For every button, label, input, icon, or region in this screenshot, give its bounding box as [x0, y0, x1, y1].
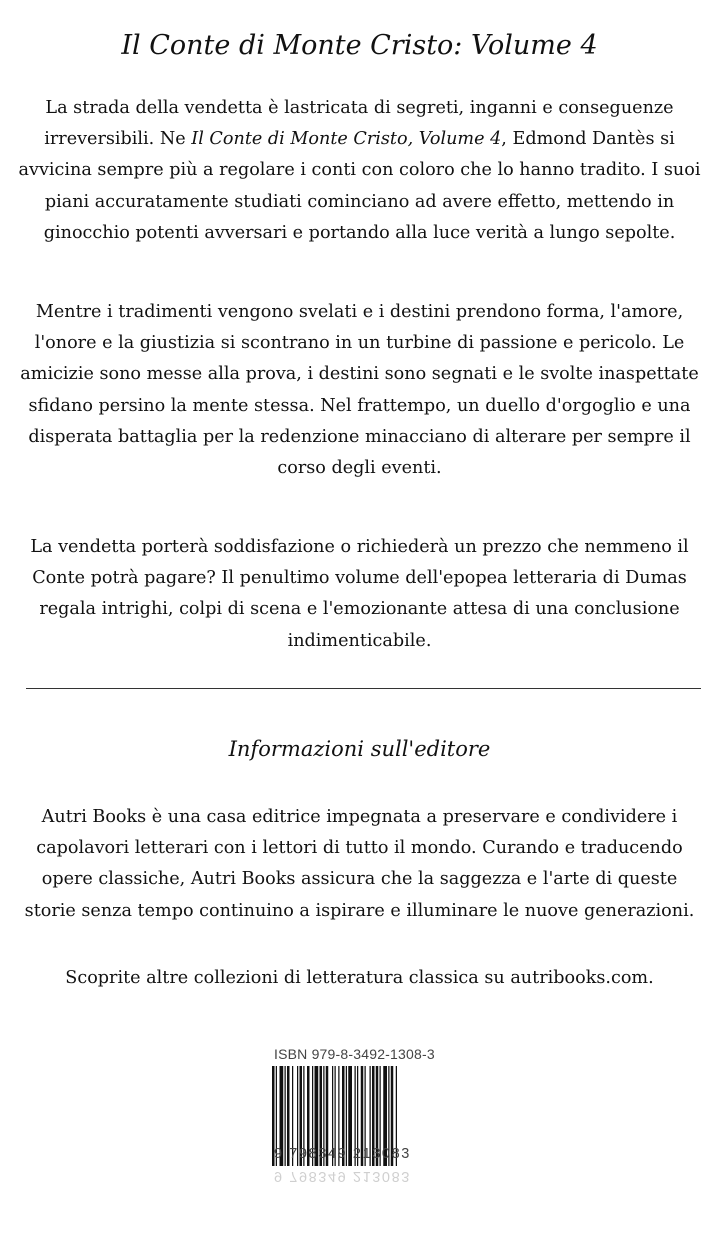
description-paragraph-1 [14, 93, 705, 249]
divider [26, 688, 701, 689]
barcode-digits: 9 798349 213083 [274, 1146, 411, 1162]
publisher-paragraph: Autri Books è una casa editrice impegnata a preservare e condividere i capolavori letterari con i lettori di tutto il mondo. Curando e traducendo opere classiche, Autri Books assicura che la saggezza e l'arte di queste storie senza tempo continuino a ispirare e illuminare le nuove generazioni. [24, 807, 695, 921]
description-paragraph-2: Mentre i tradimenti vengono svelati e i destini prendono forma, l'amore, l'onore e la giustizia si scontrano in un turbine di passione e pericolo. Le amicizie sono messe alla prova, i destini sono segnati e le svolte inaspettate sfidano persino la mente stessa. Nel frattempo, un duello d'orgoglio e una disperata battaglia per la redenzione minacciano di alterare per sempre il corso degli eventi. [20, 302, 699, 479]
book-title-inline: Il Conte di Monte Cristo, Volume 4 [191, 129, 502, 150]
description-paragraph-3: La vendetta porterà soddisfazione o richiederà un prezzo che nemmeno il Conte potrà pagare? Il penultimo volume dell'epopea letteraria di Dumas regala intrighi, colpi di scena e l'emozionante attesa di una conclusione indimenticabile. [30, 537, 689, 651]
isbn-barcode [268, 1046, 450, 1226]
book-title: Il Conte di Monte Cristo: Volume 4 [121, 30, 598, 61]
barcode-digits-reflection: 9 798349 213083 [274, 1168, 411, 1184]
description-text: , Edmond Dantès si avvicina sempre più a regolare i conti con coloro che lo hanno tradito. I suoi piani accuratamente studiati cominciano ad avere effetto, mettendo in ginocchio potenti avversari e portando alla luce verità a lungo sepolte. [18, 129, 701, 243]
description-text: La strada della vendetta è lastricata di segreti, inganni e conseguenze irreversibili. Ne [44, 98, 674, 150]
publisher-website-line: Scoprite altre collezioni di letteratura classica su autribooks.com. [65, 968, 654, 988]
publisher-heading: Informazioni sull'editore [228, 737, 491, 761]
isbn-label: ISBN 979-8-3492-1308-3 [274, 1046, 435, 1062]
